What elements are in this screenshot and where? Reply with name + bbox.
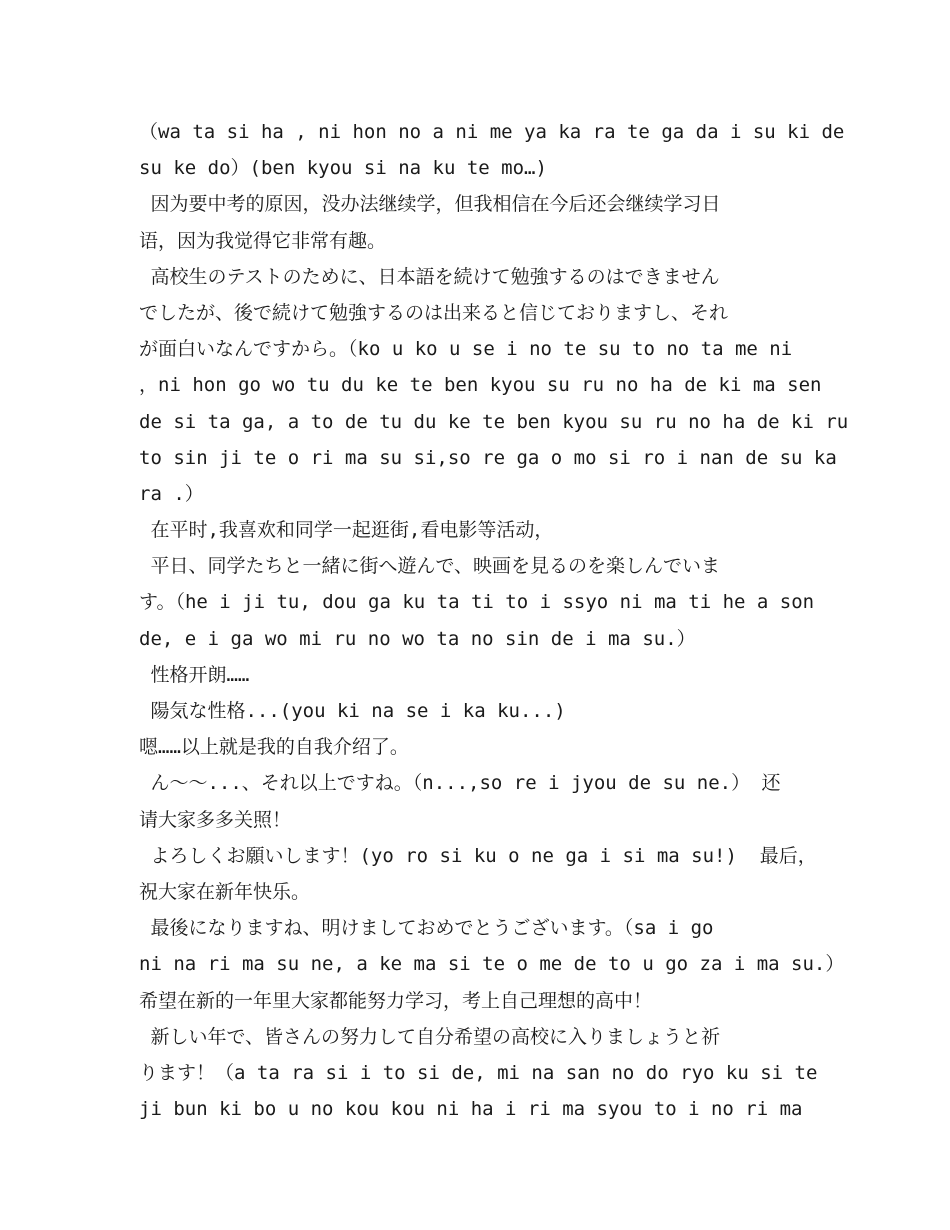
text-line: でしたが、後で続けて勉強するのは出来ると信じておりますし、それ <box>139 301 729 324</box>
text-line: ji bun ki bo u no kou kou ni ha i ri ma syou to i no ri ma <box>139 1098 803 1121</box>
text-line: （wa ta si ha , ni hon no a ni me ya ka ra te ga da i su ki de <box>139 121 845 143</box>
text-line: de si ta ga, a to de tu du ke te ben kyou su ru no ha de ki ru <box>139 410 849 433</box>
text-line: ra .） <box>139 482 204 505</box>
text-line: 希望在新的一年里大家都能努力学习，考上自己理想的高中！ <box>139 989 653 1012</box>
document-body <box>139 114 849 1127</box>
text-line: 平日、同学たちと一緒に街へ遊んで、映画を見るのを楽しんでいま <box>139 555 721 578</box>
text-line: が面白いなんですから。（ko u ko u se i no te su to no ta me ni <box>139 338 793 361</box>
text-line: ります！（a ta ra si i to si de, mi na san no do ryo ku si te <box>139 1061 818 1084</box>
text-line: ，ni hon go wo tu du ke te ben kyou su ru no ha de ki ma sen <box>139 374 822 397</box>
text-line: to sin ji te o ri ma su si,so re ga o mo si ro i nan de su ka <box>139 446 837 469</box>
text-line: 新しい年で、皆さんの努力して自分希望の高校に入りましょうと祈 <box>139 1025 721 1048</box>
text-line: de, e i ga wo mi ru no wo ta no sin de i ma su.） <box>139 627 696 650</box>
text-line: 性格开朗…… <box>139 663 250 686</box>
text-line: ん～～...、それ以上ですね。（n...,so re i jyou de su ne.） 还 <box>139 772 781 795</box>
text-line: 因为要中考的原因，没办法继续学，但我相信在今后还会继续学习日 <box>139 193 721 216</box>
text-line: ni na ri ma su ne, a ke ma si te o me de to u go za i ma su.） <box>139 953 845 976</box>
text-line: 语，因为我觉得它非常有趣。 <box>139 229 387 252</box>
text-line: 在平时,我喜欢和同学一起逛街,看电影等活动， <box>139 519 554 542</box>
text-line: su ke do）(ben kyou si na ku te mo…) <box>139 157 547 180</box>
text-line: 高校生のテストのために、日本語を続けて勉強するのはできません <box>139 265 720 288</box>
text-line: 最後になりますね、明けましておめでとうございます。（sa i go <box>139 917 714 940</box>
text-line: す。（he i ji tu, dou ga ku ta ti to i ssyo ni ma ti he a son <box>139 591 815 614</box>
text-line: 嗯……以上就是我的自我介绍了。 <box>139 736 409 759</box>
text-line: 陽気な性格...(you ki na se i ka ku...) <box>139 700 566 722</box>
text-line: 请大家多多关照！ <box>139 808 292 831</box>
text-line: よろしくお願いします！(yo ro si ku o ne ga i si ma su!) 最后， <box>139 844 817 867</box>
text-line: 祝大家在新年快乐。 <box>139 880 311 903</box>
